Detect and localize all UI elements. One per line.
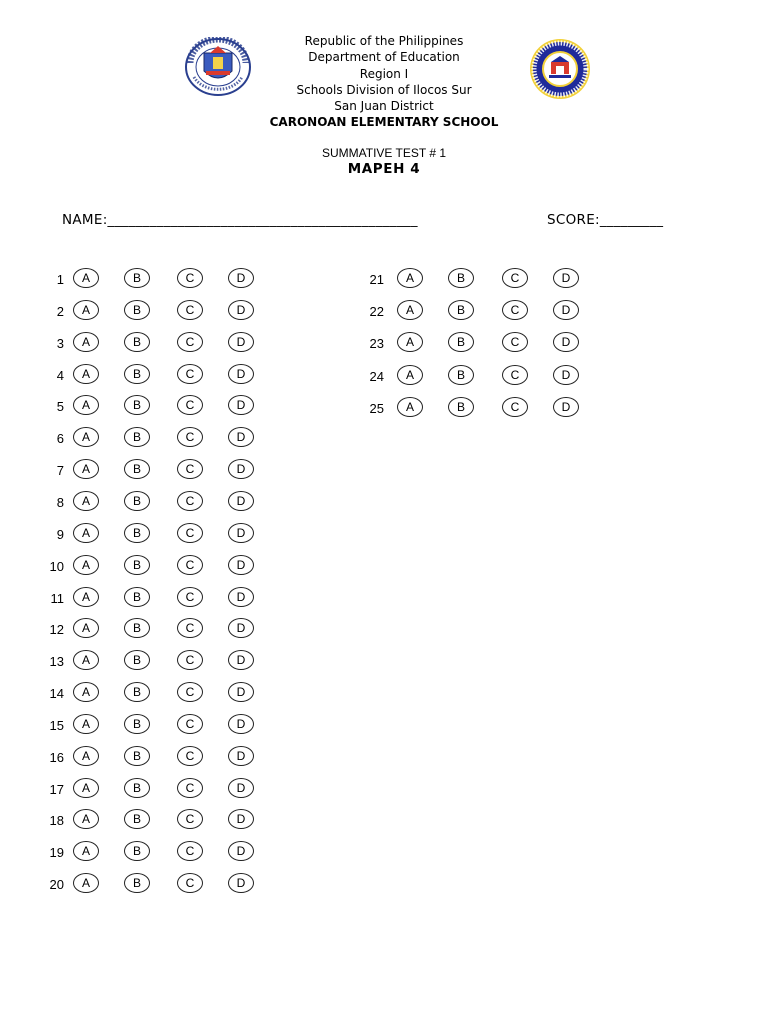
question-number: 5 [56,399,64,415]
answer-bubble-d[interactable]: D [228,523,254,543]
answer-bubble-c[interactable]: C [502,397,528,417]
answer-bubble-b[interactable]: B [448,332,474,352]
question-number: 13 [49,654,64,670]
answer-bubble-b[interactable]: B [448,397,474,417]
answer-bubble-c[interactable]: C [177,618,203,638]
answer-bubble-c[interactable]: C [177,268,203,288]
name-field[interactable]: NAME:____________________________________________ [62,212,418,228]
question-number: 21 [369,272,384,287]
score-field[interactable]: SCORE:_________ [547,212,664,228]
answer-bubble-a[interactable]: A [73,873,99,893]
answer-bubble-c[interactable]: C [177,809,203,829]
question-number: 22 [369,304,384,320]
answer-bubble-c[interactable]: C [177,650,203,670]
school-name: CARONOAN ELEMENTARY SCHOOL [269,115,499,130]
answer-bubble-a[interactable]: A [73,491,99,511]
answer-bubble-a[interactable]: A [73,650,99,670]
answer-bubble-b[interactable]: B [124,841,150,861]
answer-bubble-d[interactable]: D [553,268,579,288]
answer-bubble-a[interactable]: A [73,587,99,607]
question-number: 16 [49,749,64,765]
subject-title: MAPEH 4 [347,161,421,177]
answer-bubble-d[interactable]: D [228,778,254,798]
answer-bubble-b[interactable]: B [124,523,150,543]
header-line-department: Department of Education [308,50,460,65]
answer-bubble-c[interactable]: C [177,746,203,766]
answer-bubble-a[interactable]: A [73,395,99,415]
answer-bubble-c[interactable]: C [177,555,203,575]
answer-bubble-a[interactable]: A [73,809,99,829]
answer-bubble-d[interactable]: D [228,841,254,861]
answer-bubble-c[interactable]: C [177,300,203,320]
answer-bubble-d[interactable]: D [228,427,254,447]
answer-bubble-c[interactable]: C [177,395,203,415]
question-number: 24 [369,368,384,384]
answer-bubble-b[interactable]: B [124,873,150,893]
answer-bubble-d[interactable]: D [228,714,254,734]
answer-bubble-c[interactable]: C [177,364,203,384]
question-number: 20 [49,877,64,893]
answer-bubble-c[interactable]: C [177,682,203,702]
answer-bubble-c[interactable]: C [177,778,203,798]
question-number: 3 [56,335,64,351]
question-number: 6 [56,431,64,447]
answer-bubble-a[interactable]: A [73,300,99,320]
question-number: 12 [49,622,64,638]
answer-bubble-b[interactable]: B [124,555,150,575]
answer-bubble-c[interactable]: C [177,523,203,543]
answer-bubble-b[interactable]: B [124,618,150,638]
answer-bubble-b[interactable]: B [124,459,150,479]
question-number: 10 [49,558,64,574]
answer-bubble-a[interactable]: A [73,332,99,352]
answer-bubble-a[interactable]: A [73,682,99,702]
answer-bubble-c[interactable]: C [177,491,203,511]
answer-bubble-c[interactable]: C [177,873,203,893]
header-line-division: Schools Division of Ilocos Sur [296,82,472,97]
question-number: 11 [50,590,64,606]
answer-bubble-c[interactable]: C [502,332,528,352]
answer-bubble-a[interactable]: A [397,332,423,352]
question-number: 25 [369,400,384,416]
question-number: 9 [56,526,64,542]
answer-bubble-b[interactable]: B [448,268,474,288]
answer-bubble-a[interactable]: A [73,523,99,543]
question-number: 15 [49,717,64,733]
answer-bubble-b[interactable]: B [124,364,150,384]
answer-bubble-c[interactable]: C [177,332,203,352]
answer-bubble-d[interactable]: D [228,587,254,607]
answer-bubble-a[interactable]: A [73,268,99,288]
answer-bubble-c[interactable]: C [502,365,528,385]
answer-bubble-d[interactable]: D [228,332,254,352]
answer-bubble-b[interactable]: B [448,365,474,385]
question-number: 8 [56,494,64,510]
answer-bubble-d[interactable]: D [553,300,579,320]
answer-bubble-a[interactable]: A [73,459,99,479]
answer-bubble-d[interactable]: D [228,459,254,479]
answer-bubble-d[interactable]: D [228,555,254,575]
answer-bubble-d[interactable]: D [228,491,254,511]
answer-bubble-b[interactable]: B [124,714,150,734]
answer-bubble-c[interactable]: C [177,587,203,607]
question-number: 7 [56,463,64,479]
answer-bubble-a[interactable]: A [397,365,423,385]
answer-bubble-a[interactable]: A [397,300,423,320]
answer-bubble-d[interactable]: D [228,650,254,670]
answer-bubble-c[interactable]: C [177,841,203,861]
question-number: 17 [49,781,64,797]
answer-bubble-a[interactable]: A [73,778,99,798]
answer-bubble-d[interactable]: D [228,300,254,320]
answer-bubble-a[interactable]: A [73,714,99,734]
answer-bubble-b[interactable]: B [124,300,150,320]
answer-bubble-d[interactable]: D [553,397,579,417]
answer-bubble-b[interactable]: B [124,682,150,702]
answer-bubble-d[interactable]: D [228,618,254,638]
question-number: 18 [49,813,64,829]
question-number: 2 [56,303,64,319]
answer-bubble-c[interactable]: C [502,300,528,320]
answer-bubble-c[interactable]: C [177,714,203,734]
answer-bubble-c[interactable]: C [502,268,528,288]
answer-bubble-a[interactable]: A [397,397,423,417]
answer-bubble-b[interactable]: B [124,746,150,766]
answer-bubble-b[interactable]: B [124,778,150,798]
answer-bubble-d[interactable]: D [228,746,254,766]
answer-bubble-b[interactable]: B [124,395,150,415]
answer-bubble-a[interactable]: A [397,268,423,288]
question-number: 19 [49,845,64,861]
header-line-republic: Republic of the Philippines [304,34,464,48]
answer-bubble-a[interactable]: A [73,364,99,384]
answer-bubble-a[interactable]: A [73,555,99,575]
answer-bubble-c[interactable]: C [177,427,203,447]
question-number: 4 [56,367,64,383]
answer-bubble-d[interactable]: D [228,395,254,415]
answer-bubble-d[interactable]: D [228,873,254,893]
answer-bubble-d[interactable]: D [553,332,579,352]
answer-bubble-b[interactable]: B [124,427,150,447]
answer-bubble-b[interactable]: B [124,332,150,352]
answer-bubble-b[interactable]: B [124,650,150,670]
answer-bubble-c[interactable]: C [177,459,203,479]
answer-bubble-d[interactable]: D [228,682,254,702]
answer-bubble-d[interactable]: D [228,364,254,384]
answer-bubble-d[interactable]: D [228,809,254,829]
answer-bubble-a[interactable]: A [73,746,99,766]
answer-bubble-a[interactable]: A [73,618,99,638]
header-line-district: San Juan District [334,99,434,114]
question-number: 23 [369,336,384,352]
answer-bubble-b[interactable]: B [124,268,150,288]
answer-bubble-b[interactable]: B [124,587,150,607]
test-title: SUMMATIVE TEST # 1 [321,146,447,160]
answer-bubble-d[interactable]: D [228,268,254,288]
answer-bubble-b[interactable]: B [124,491,150,511]
answer-bubble-a[interactable]: A [73,841,99,861]
answer-bubble-a[interactable]: A [73,427,99,447]
answer-bubble-d[interactable]: D [553,365,579,385]
header-line-region: Region I [359,66,409,81]
question-number: 1 [56,272,64,287]
answer-bubble-b[interactable]: B [124,809,150,829]
answer-bubble-b[interactable]: B [448,300,474,320]
question-number: 14 [49,686,64,702]
